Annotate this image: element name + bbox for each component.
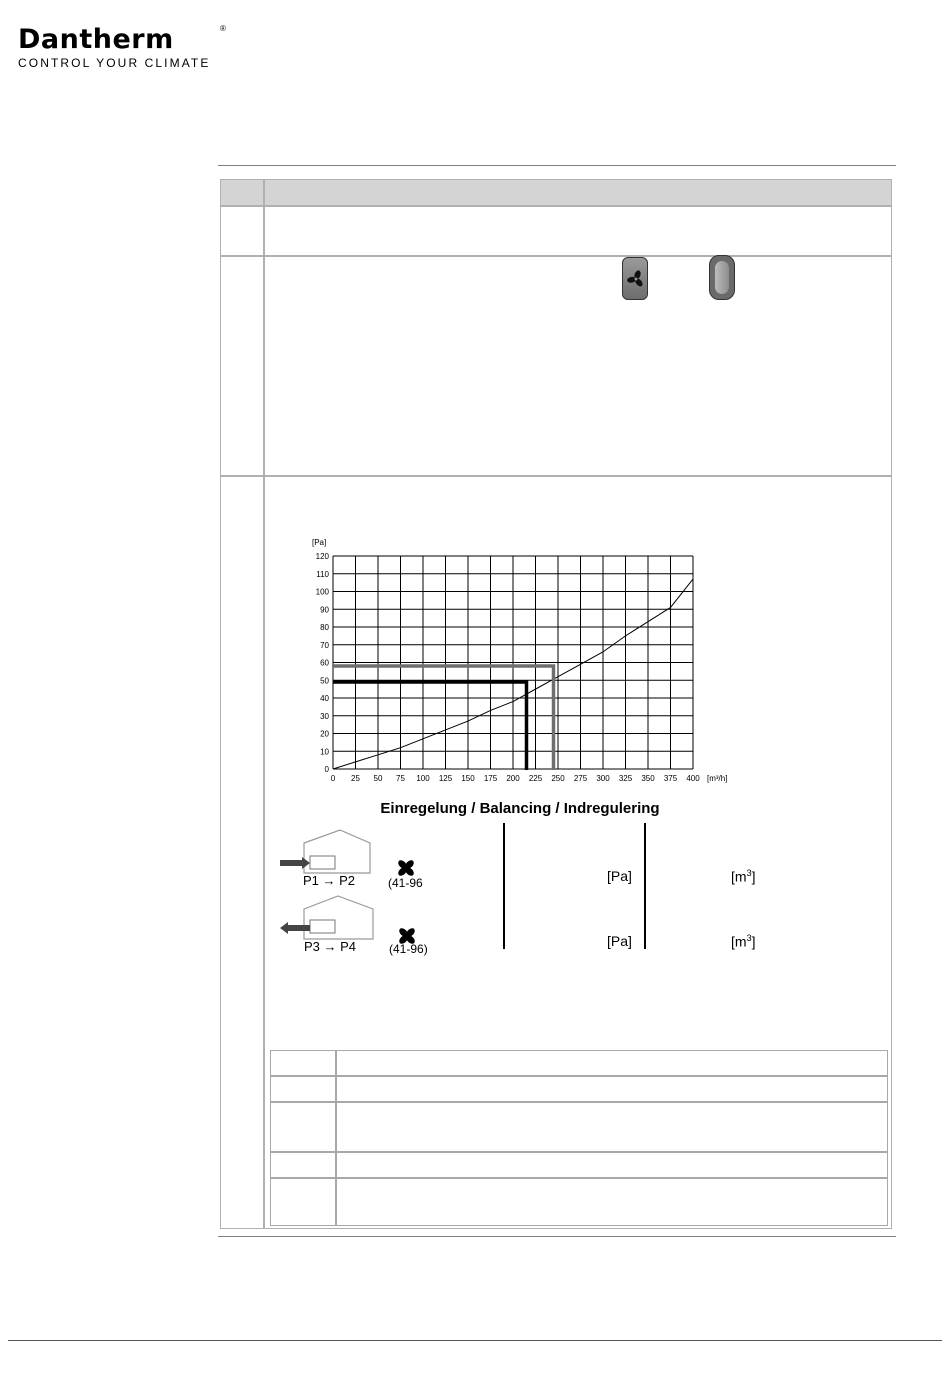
- y-tick-label: 40: [320, 694, 329, 703]
- x-tick-label: 25: [351, 774, 360, 783]
- y-tick-label: 80: [320, 623, 329, 632]
- y-tick-label: 30: [320, 711, 329, 721]
- toggle-icon: [715, 261, 729, 294]
- x-tick-label: 375: [663, 774, 678, 783]
- table-row: [336, 1076, 888, 1102]
- x-tick-label: 0: [330, 774, 336, 783]
- x-tick-label: 275: [573, 774, 588, 783]
- x-tick-label: 75: [396, 774, 405, 783]
- y-tick-label: 20: [320, 729, 329, 739]
- house-extract-icon: [278, 894, 375, 940]
- column-divider: [644, 823, 646, 949]
- p1-p2-label: P1 → P2: [303, 873, 356, 888]
- x-tick-label: 400: [686, 774, 700, 783]
- x-tick-label: 350: [641, 774, 655, 783]
- fan-icon: [396, 858, 416, 878]
- registered-mark: ®: [220, 24, 226, 33]
- unit-pa: [Pa]: [607, 933, 632, 949]
- table-row: [270, 1152, 336, 1178]
- footer-divider: [8, 1340, 942, 1341]
- inner-header-col1: [270, 1050, 336, 1076]
- column-divider: [503, 823, 505, 949]
- y-axis-label: [Pa]: [312, 538, 327, 547]
- x-tick-label: 250: [551, 774, 565, 783]
- range-label: (41-96: [388, 876, 423, 890]
- x-tick-label: 325: [618, 774, 633, 783]
- y-tick-label: 70: [320, 640, 329, 650]
- unit-m3: $[m^3]$: [731, 868, 756, 885]
- y-tick-label: 0: [324, 765, 329, 774]
- unit-pa: [Pa]: [607, 868, 632, 884]
- table-row: [336, 1152, 888, 1178]
- table-row: [220, 476, 264, 1229]
- y-tick-label: 110: [316, 569, 329, 579]
- brand-tagline: CONTROL YOUR CLIMATE: [18, 56, 211, 70]
- table-row: [270, 1076, 336, 1102]
- balance-line-1: [333, 682, 527, 770]
- table-header-description: [264, 179, 892, 206]
- x-tick-label: 225: [528, 774, 543, 783]
- x-tick-label: 50: [373, 774, 383, 783]
- x-tick-label: 200: [506, 774, 520, 783]
- x-axis-label: [m³/h]: [707, 774, 728, 783]
- table-row: [336, 1102, 888, 1152]
- table-row: [264, 206, 892, 256]
- table-row: [336, 1178, 888, 1226]
- y-tick-label: 60: [320, 658, 329, 668]
- table-row: [264, 256, 892, 476]
- house-supply-icon: [280, 828, 375, 874]
- x-tick-label: 300: [596, 774, 610, 783]
- top-divider: [218, 165, 896, 166]
- table-row: [270, 1178, 336, 1226]
- fan-button[interactable]: [622, 257, 648, 300]
- x-tick-label: 150: [461, 774, 475, 783]
- y-tick-label: 10: [320, 747, 329, 757]
- x-tick-label: 100: [416, 774, 430, 783]
- table-header-step: [220, 179, 264, 206]
- unit-m3: $[m^3]$: [731, 933, 756, 950]
- table-row: [270, 1102, 336, 1152]
- inner-header-col2: [336, 1050, 888, 1076]
- p3-p4-label: P3 → P4: [304, 939, 357, 954]
- x-tick-label: 125: [438, 774, 453, 783]
- x-tick-label: 175: [483, 774, 498, 783]
- table-row: [220, 256, 264, 476]
- range-label: (41-96): [389, 942, 428, 956]
- brand-logo: [18, 24, 226, 70]
- balancing-title: Einregelung / Balancing / Indregulering: [380, 800, 660, 817]
- pressure-airflow-chart: [300, 536, 740, 791]
- table-row: [220, 206, 264, 256]
- y-tick-label: 90: [320, 605, 329, 615]
- toggle-button[interactable]: [709, 255, 735, 300]
- y-tick-label: 120: [315, 552, 329, 561]
- brand-name: Dantherm: [18, 24, 174, 55]
- y-tick-label: 100: [315, 587, 329, 597]
- bottom-divider: [218, 1236, 896, 1237]
- inner-table: [270, 1050, 889, 1226]
- y-tick-label: 50: [320, 676, 329, 686]
- fan-icon: [627, 270, 645, 288]
